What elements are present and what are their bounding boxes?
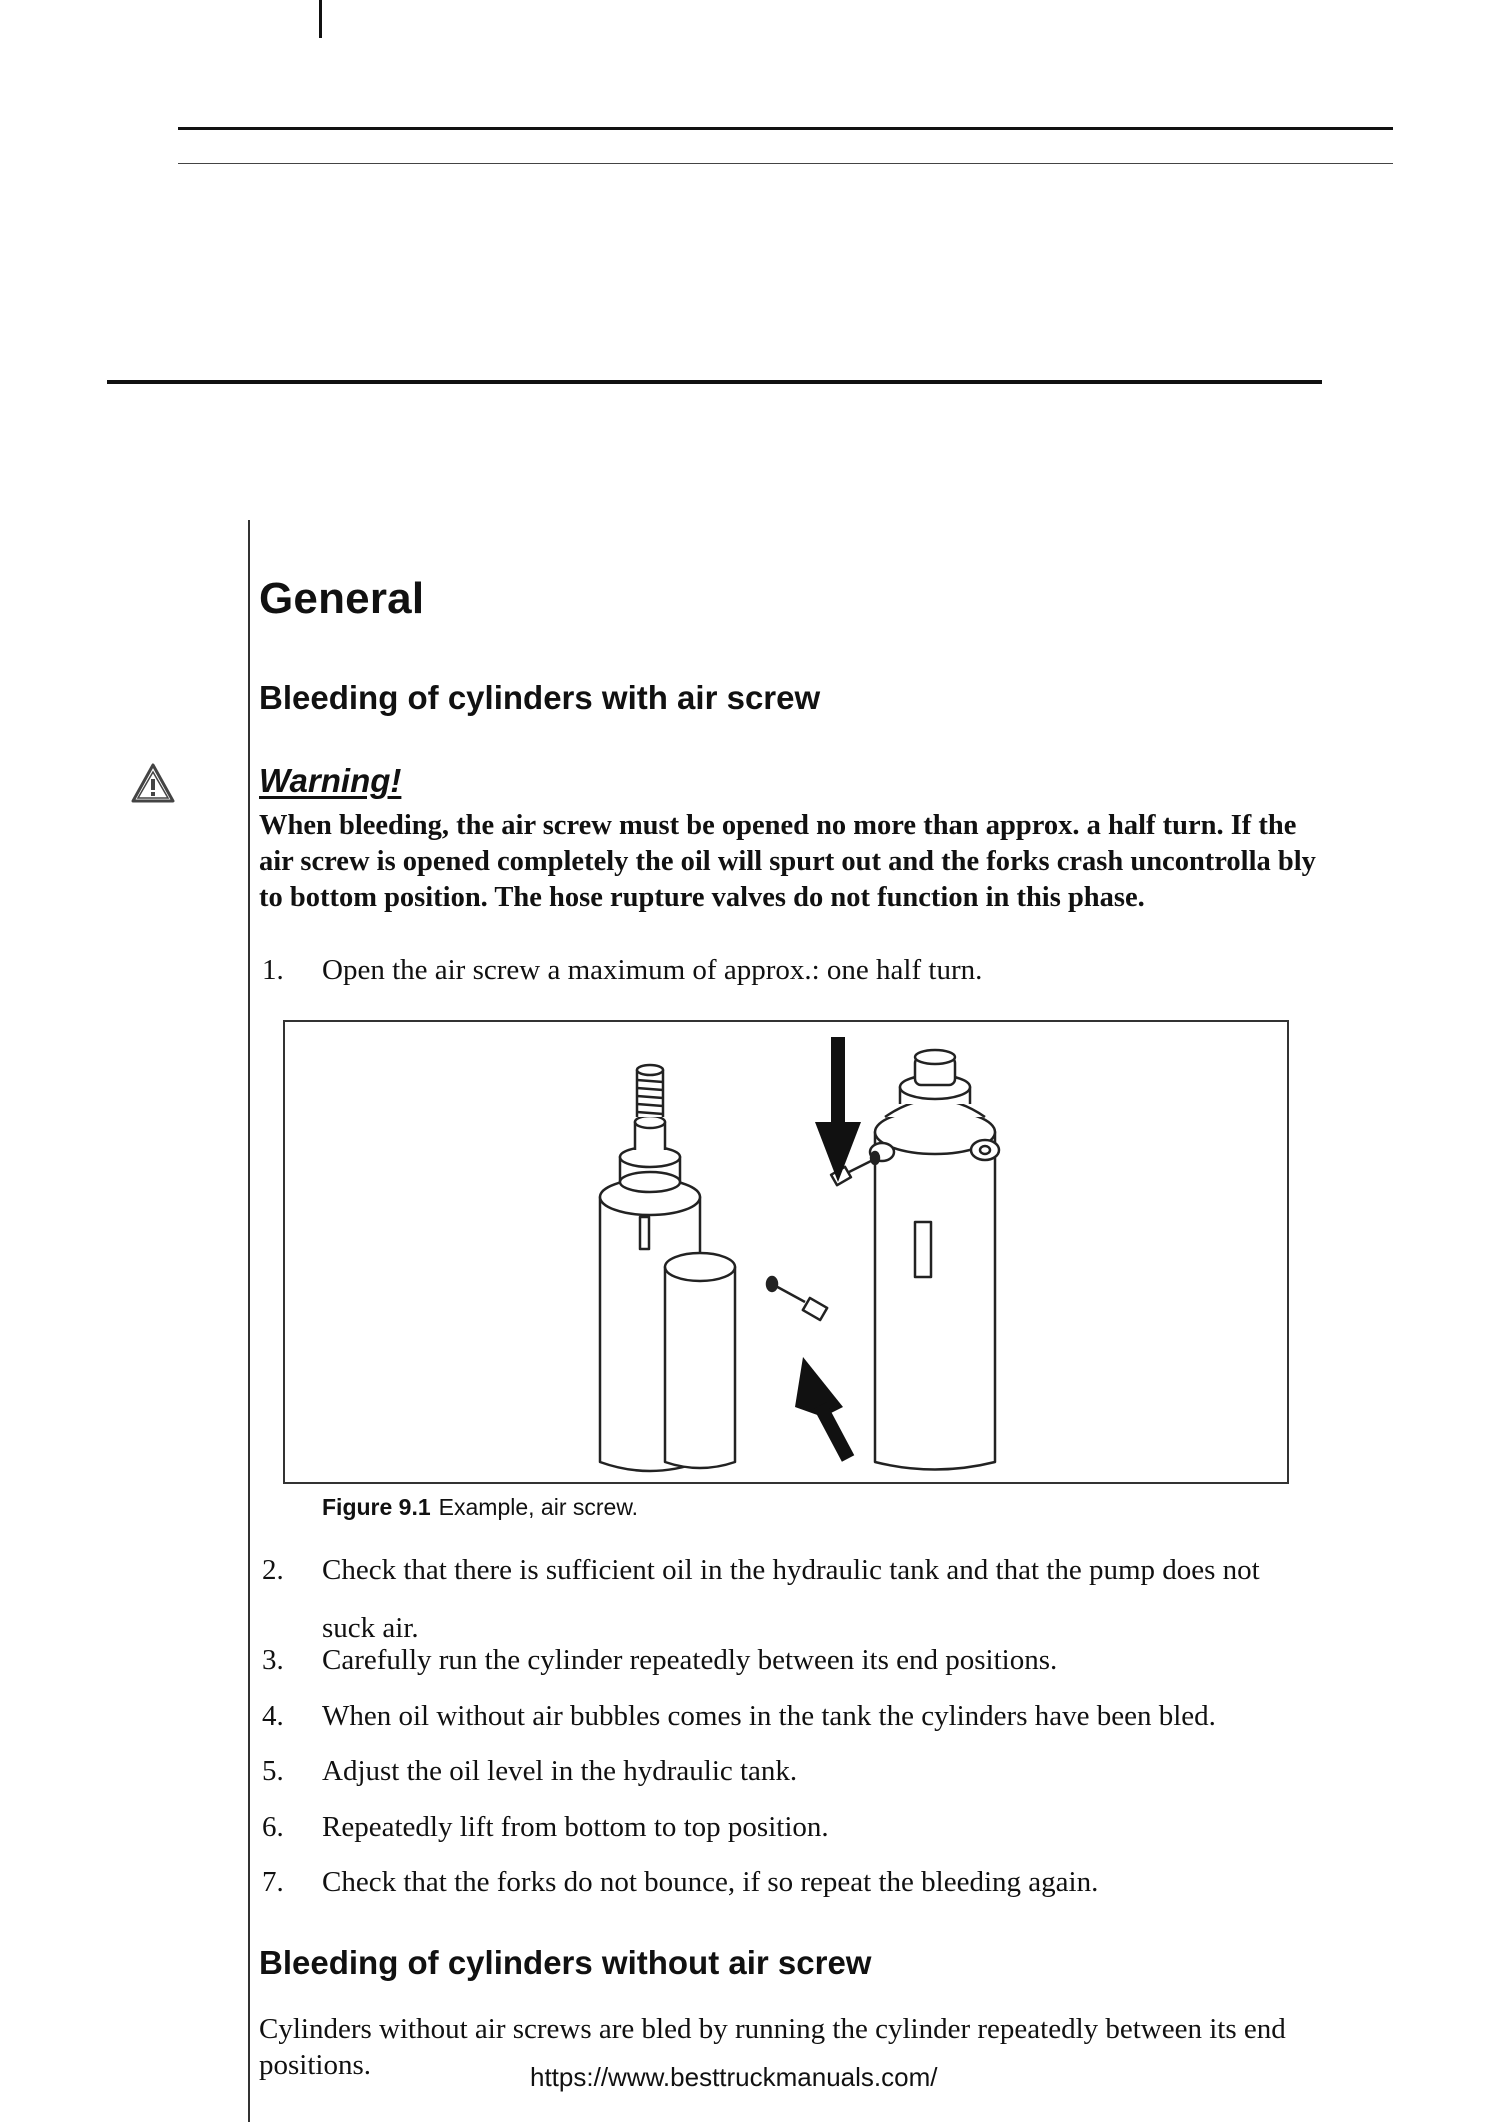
header-rule-main <box>107 380 1322 384</box>
step-number: 2. <box>262 1554 284 1586</box>
figure-air-screw <box>283 1020 1289 1484</box>
subsection-text: Cylinders without air screws are bled by running the cylinder repeatedly between its end positions. <box>259 2013 1286 2081</box>
warning-title: Warning! <box>259 762 402 799</box>
header-rule-top <box>178 127 1393 130</box>
step-text: Check that there is sufficient oil in the hydraulic tank and that the pump does not <box>322 1554 1260 1586</box>
step-number: 6. <box>262 1811 284 1843</box>
warning-text: When bleeding, the air screw must be opened no more than approx. a half turn. If the air screw is opened completely the oil will spurt out and the forks crash uncontrolla bly to bottom position. The hose rupture valves do not function in this phase. <box>259 810 1316 913</box>
header-tick <box>319 0 322 38</box>
step-text: Check that the forks do not bounce, if so repeat the bleeding again. <box>322 1866 1099 1898</box>
subsection-title-air-screw: Bleeding of cylinders with air screw <box>259 679 821 716</box>
section-title: General <box>259 574 425 623</box>
step-text: Carefully run the cylinder repeatedly between its end positions. <box>322 1644 1058 1676</box>
step-text-continued: suck air. <box>322 1612 419 1644</box>
step-text: Open the air screw a maximum of approx.: one half turn. <box>322 954 983 986</box>
margin-line <box>248 520 250 2122</box>
footer-url[interactable]: https://www.besttruckmanuals.com/ <box>530 2062 938 2092</box>
figure-caption-text: Example, air screw. <box>438 1494 639 1520</box>
step-number: 7. <box>262 1866 284 1898</box>
step-number: 4. <box>262 1700 284 1732</box>
step-text: When oil without air bubbles comes in the tank the cylinders have been bled. <box>322 1700 1216 1732</box>
header-rule-second <box>178 163 1393 164</box>
step-number: 3. <box>262 1644 284 1676</box>
step-text: Repeatedly lift from bottom to top position. <box>322 1811 829 1843</box>
figure-label: Figure 9.1 <box>322 1494 431 1520</box>
warning-triangle-icon <box>130 762 176 804</box>
step-number: 1. <box>262 954 284 986</box>
step-text: Adjust the oil level in the hydraulic tank. <box>322 1755 798 1787</box>
step-number: 5. <box>262 1755 284 1787</box>
subsection-title-no-air-screw: Bleeding of cylinders without air screw <box>259 1944 872 1981</box>
figure-caption <box>322 1494 638 1521</box>
figure-illustration <box>285 1022 1287 1482</box>
